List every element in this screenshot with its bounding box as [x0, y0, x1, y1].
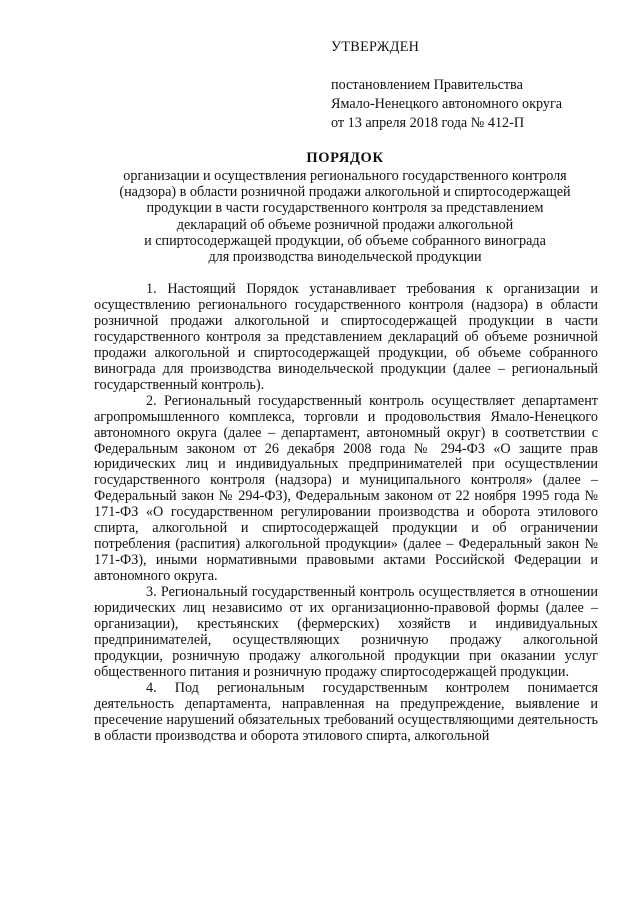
subtitle-line: (надзора) в области розничной продажи алкогольной и спиртосодержащей: [119, 184, 571, 201]
subtitle-line: организации и осуществления регионального государственного контроля: [123, 168, 567, 184]
paragraph-2: 2. Региональный государственный контроль осуществляет департамент агропромышленного комплекса, торговли и продовольствия Ямало-Ненецкого автономного округа (далее – департамент, автономный округ) в соответствии с Федеральным законом от 26 декабря 2008 года № 294-ФЗ «О защите прав юридических лиц и индивидуальных предпринимателей при осуществлении государственного контроля (надзора) и муниципального контроля» (далее – Федеральный закон № 294-ФЗ), Федеральным законом от 22 ноября 1995 года № 171-ФЗ «О государственном регулировании производства и оборота этилового спирта, алкогольной и спиртосодержащей продукции и об ограничении потребления (распития) алкогольной продукции» (далее – Федеральный закон № 171-ФЗ), иными нормативными правовыми актами Российской Федерации и автономного округа.: [94, 392, 598, 585]
paragraph-3: 3. Региональный государственный контроль осуществляется в отношении юридических лиц независимо от их организационно-правовой формы (далее – организации), крестьянских (фермерских) хозяйств и индивидуальных предпринимателей, осуществляющих розничную продажу алкогольной продукции, розничную продажу алкогольной продукции при оказании услуг общественного питания и розничную продажу спиртосодержащей продукции.: [94, 584, 598, 680]
approval-line: от 13 апреля 2018 года № 412-П: [331, 115, 525, 131]
approval-line: постановлением Правительства: [331, 77, 523, 93]
subtitle-line: для производства винодельческой продукции: [208, 249, 482, 266]
document-title-block: [95, 150, 595, 265]
subtitle-line: деклараций об объеме розничной продажи алкогольной: [176, 216, 514, 233]
approval-line: Ямало-Ненецкого автономного округа: [331, 96, 563, 112]
paragraph-4: 4. Под региональным государственным контролем понимается деятельность департамента, направленная на предупреждение, выявление и пресечение нарушений обязательных требований осуществляющими деятельность в области производства и оборота этилового спирта, алкогольной: [94, 679, 598, 744]
approval-heading: УТВЕРЖДЕН: [331, 39, 420, 55]
subtitle-line: продукции в части государственного контроля за представлением: [146, 200, 544, 217]
approval-stamp: [331, 38, 611, 133]
subtitle-line: и спиртосодержащей продукции, об объеме собранного винограда: [144, 232, 546, 249]
document-title: ПОРЯДОК: [306, 150, 384, 166]
paragraph-1: 1. Настоящий Порядок устанавливает требования к организации и осуществлению регионального государственного контроля (надзора) в области розничной продажи алкогольной и спиртосодержащей продукции в части государственного контроля за представлением деклараций об объеме розничной продажи алкогольной и спиртосодержащей продукции, об объеме собранного винограда для производства винодельческой продукции (далее – региональный государственный контроль).: [94, 281, 598, 393]
document-body: [94, 282, 598, 745]
